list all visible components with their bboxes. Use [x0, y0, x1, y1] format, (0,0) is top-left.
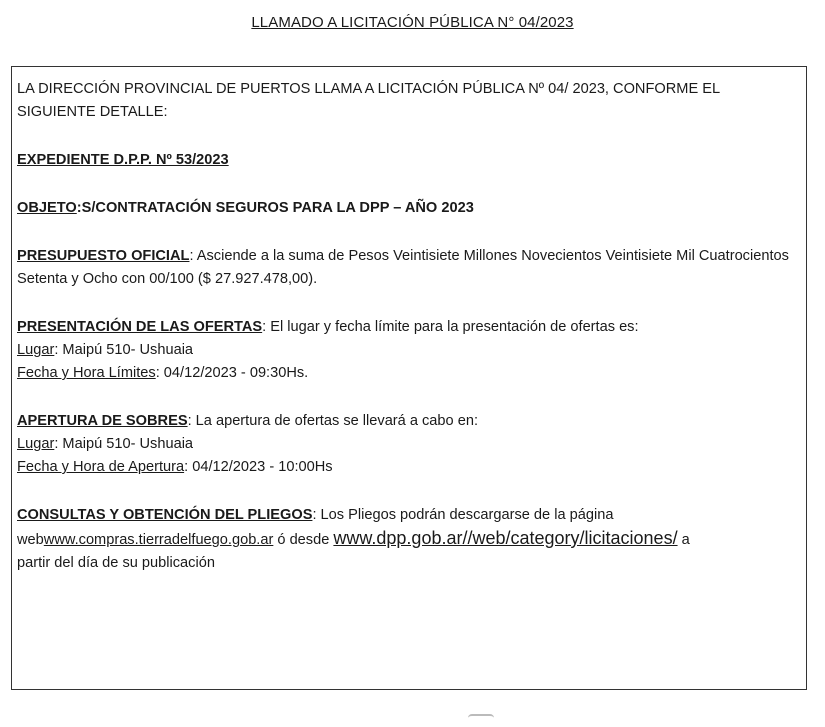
- presupuesto-label: PRESUPUESTO OFICIAL: [17, 248, 190, 264]
- presupuesto-paragraph: [17, 245, 801, 291]
- objeto-label: OBJETO: [17, 200, 77, 216]
- apertura-fecha-value: : 04/12/2023 - 10:00Hs: [184, 459, 333, 475]
- consultas-closing: partir del día de su publicación: [17, 555, 215, 571]
- apertura-lugar: [17, 433, 801, 456]
- objeto-paragraph: [17, 197, 801, 220]
- apertura-fecha-label: Fecha y Hora de Apertura: [17, 459, 185, 475]
- presentacion-fecha: [17, 362, 801, 385]
- presentacion-paragraph: [17, 316, 801, 339]
- objeto-value: :S/CONTRATACIÓN SEGUROS PARA LA DPP – AÑO 2023: [76, 200, 474, 216]
- link-separator: ó desde: [273, 532, 334, 548]
- presentacion-fecha-label: Fecha y Hora Límites: [17, 365, 156, 381]
- expediente-heading: EXPEDIENTE D.P.P. Nº 53/2023: [17, 152, 229, 168]
- web-prefix: web: [17, 532, 44, 548]
- scan-mark: [468, 714, 494, 724]
- presupuesto-value: : Asciende a la suma de Pesos Veintisiete Millones Novecientos Veintisiete Mil Cuatrocientos Setenta y Ocho con 00/100 ($ 27.927.478,00).: [17, 248, 789, 287]
- apertura-paragraph: [17, 410, 801, 433]
- dpp-link[interactable]: www.dpp.gob.ar//web/category/licitaciones/: [333, 528, 678, 548]
- presentacion-fecha-value: : 04/12/2023 - 09:30Hs.: [155, 365, 309, 381]
- consultas-value: : Los Pliegos podrán descargarse de la página: [312, 507, 614, 523]
- apertura-lugar-label: Lugar: [17, 436, 55, 452]
- presentacion-lugar: [17, 339, 801, 362]
- consultas-label: CONSULTAS Y OBTENCIÓN DEL PLIEGOS: [17, 507, 313, 523]
- presentacion-value: : El lugar y fecha límite para la presentación de ofertas es:: [262, 319, 639, 335]
- consultas-paragraph: [17, 504, 801, 527]
- apertura-fecha: [17, 456, 801, 479]
- apertura-lugar-value: : Maipú 510- Ushuaia: [54, 436, 194, 452]
- notice-content: [17, 78, 801, 575]
- compras-link[interactable]: www.compras.tierradelfuego.gob.ar: [43, 532, 274, 548]
- presentacion-lugar-label: Lugar: [17, 342, 55, 358]
- apertura-label: APERTURA DE SOBRES: [17, 413, 188, 429]
- document-title: LLAMADO A LICITACIÓN PÚBLICA N° 04/2023: [251, 14, 574, 31]
- presentacion-label: PRESENTACIÓN DE LAS OFERTAS: [17, 319, 263, 335]
- after-link-text: a: [677, 532, 690, 548]
- intro-paragraph: LA DIRECCIÓN PROVINCIAL DE PUERTOS LLAMA A LICITACIÓN PÚBLICA Nº 04/ 2023, CONFORME EL SIGUIENTE DETALLE:: [17, 81, 720, 120]
- apertura-value: : La apertura de ofertas se llevará a cabo en:: [187, 413, 478, 429]
- notice-box: [11, 66, 807, 690]
- consultas-links-line: [17, 527, 801, 552]
- presentacion-lugar-value: : Maipú 510- Ushuaia: [54, 342, 194, 358]
